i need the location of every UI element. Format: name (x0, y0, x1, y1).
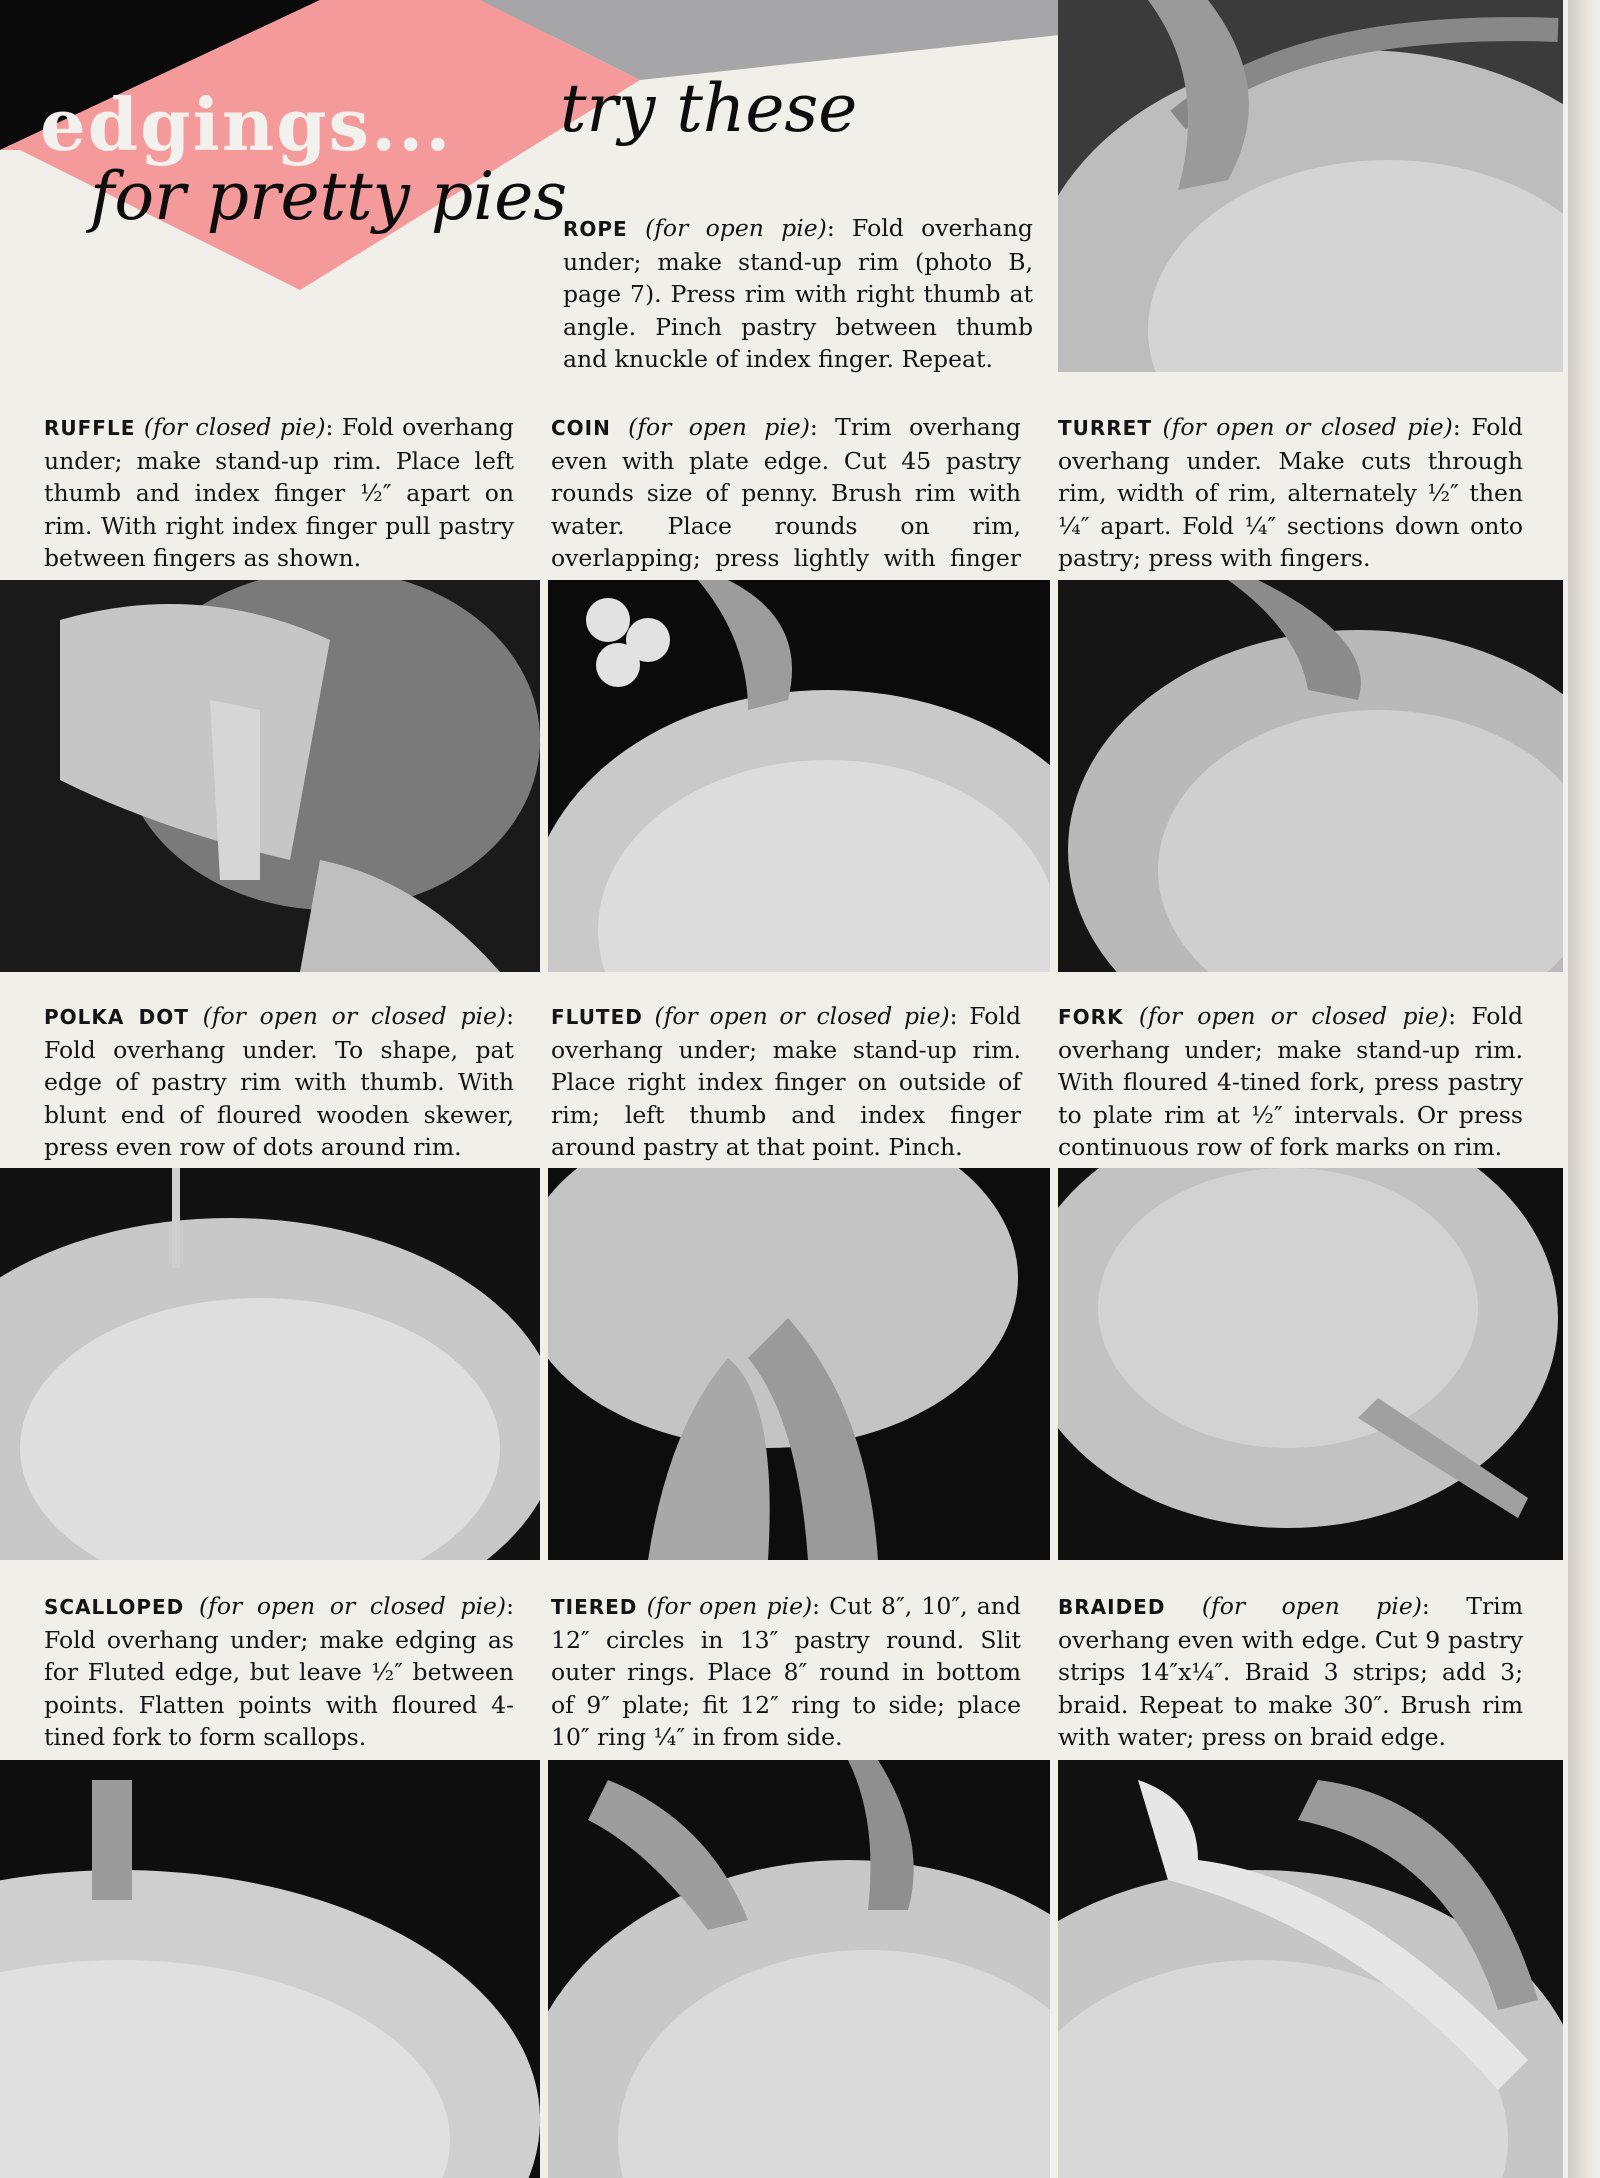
edging-name: COIN (551, 416, 611, 440)
edging-instructions: : Fold overhang under; make stand-up rim. Place left thumb and index finger ½″ apart on rim. With right index finger pull pastry between fingers as shown. (44, 413, 514, 572)
coin-description (551, 411, 1021, 607)
edging-name: POLKA DOT (44, 1005, 189, 1029)
scalloped-edging-photo (0, 1760, 540, 2178)
edging-instructions: : Fold overhang under. To shape, pat edge of pastry rim with thumb. With blunt end of floured wooden skewer, press even row of dots around rim. (44, 1002, 514, 1161)
fluted-description (551, 1000, 1021, 1164)
edging-name: TURRET (1058, 416, 1152, 440)
script-heading-line-2: for pretty pies (90, 158, 568, 235)
banner-title: edgings... (40, 82, 453, 167)
script-heading-line-1: try these (560, 70, 858, 147)
fork-description (1058, 1000, 1523, 1164)
rope-description (563, 212, 1033, 376)
edging-note: (for open or closed pie) (1162, 413, 1453, 441)
polka-dot-description (44, 1000, 514, 1164)
edging-instructions: : Trim overhang even with plate edge. Cut 45 pastry rounds size of penny. Brush rim with water. Place rounds on rim, overlapping; press lightly with finger (551, 413, 1021, 572)
edging-name: RUFFLE (44, 416, 136, 440)
edging-name: TIERED (551, 1595, 638, 1619)
tiered-description (551, 1590, 1021, 1754)
edging-name: ROPE (563, 217, 628, 241)
edging-instructions: : Trim overhang even with edge. Cut 9 pastry strips 14″x¼″. Braid 3 strips; add 3; braid. Repeat to make 30″. Brush rim with water; press on braid edge. (1058, 1592, 1523, 1751)
rope-edging-photo (1058, 0, 1563, 372)
coin-edging-photo (548, 580, 1050, 972)
edging-name: BRAIDED (1058, 1595, 1166, 1619)
turret-edging-photo (1058, 580, 1563, 972)
edging-note: (for open pie) (628, 413, 810, 441)
edging-note: (for closed pie) (143, 413, 326, 441)
edging-instructions: : Fold overhang under; make edging as for Fluted edge, but leave ½″ between points. Flatten points with floured 4-tined fork to form scallops. (44, 1592, 514, 1751)
edging-instructions: : Cut 8″, 10″, and 12″ circles in 13″ pastry round. Slit outer rings. Place 8″ round in bottom of 9″ plate; fit 12″ ring to side; place 10″ ring ¼″ in from side. (551, 1592, 1021, 1751)
page-gutter (1568, 0, 1600, 2178)
braided-edging-photo (1058, 1760, 1563, 2178)
scalloped-description (44, 1590, 514, 1754)
turret-description (1058, 411, 1523, 575)
edging-note: (for open pie) (645, 214, 827, 242)
edging-instructions: : Fold overhang under; make stand-up rim. With floured 4-tined fork, press pastry to plate rim at ½″ intervals. Or press continuous row of fork marks on rim. (1058, 1002, 1523, 1161)
fluted-edging-photo (548, 1168, 1050, 1560)
polka-dot-edging-photo (0, 1168, 540, 1560)
edging-instructions: : Fold overhang under. Make cuts through rim, width of rim, alternately ½″ then ¼″ apart. Fold ¼″ sections down onto pastry; press with fingers. (1058, 413, 1523, 572)
edging-instructions: : Fold overhang under; make stand-up rim (photo B, page 7). Press rim with right thumb at angle. Pinch pastry between thumb and knuckle of index finger. Repeat. (563, 214, 1033, 373)
edging-instructions: : Fold overhang under; make stand-up rim. Place right index finger on outside of rim; left thumb and index finger around pastry at that point. Pinch. (551, 1002, 1021, 1161)
edging-note: (for open or closed pie) (1138, 1002, 1449, 1030)
ruffle-description (44, 411, 514, 575)
edging-note: (for open pie) (1201, 1592, 1422, 1620)
edging-note: (for open or closed pie) (198, 1592, 507, 1620)
ruffle-edging-photo (0, 580, 540, 972)
edging-name: FLUTED (551, 1005, 643, 1029)
edging-name: SCALLOPED (44, 1595, 185, 1619)
tiered-edging-photo (548, 1760, 1050, 2178)
edging-name: FORK (1058, 1005, 1124, 1029)
fork-edging-photo (1058, 1168, 1563, 1560)
edging-note: (for open pie) (646, 1592, 813, 1620)
edging-note: (for open or closed pie) (202, 1002, 507, 1030)
edging-note: (for open or closed pie) (654, 1002, 950, 1030)
braided-description (1058, 1590, 1523, 1754)
